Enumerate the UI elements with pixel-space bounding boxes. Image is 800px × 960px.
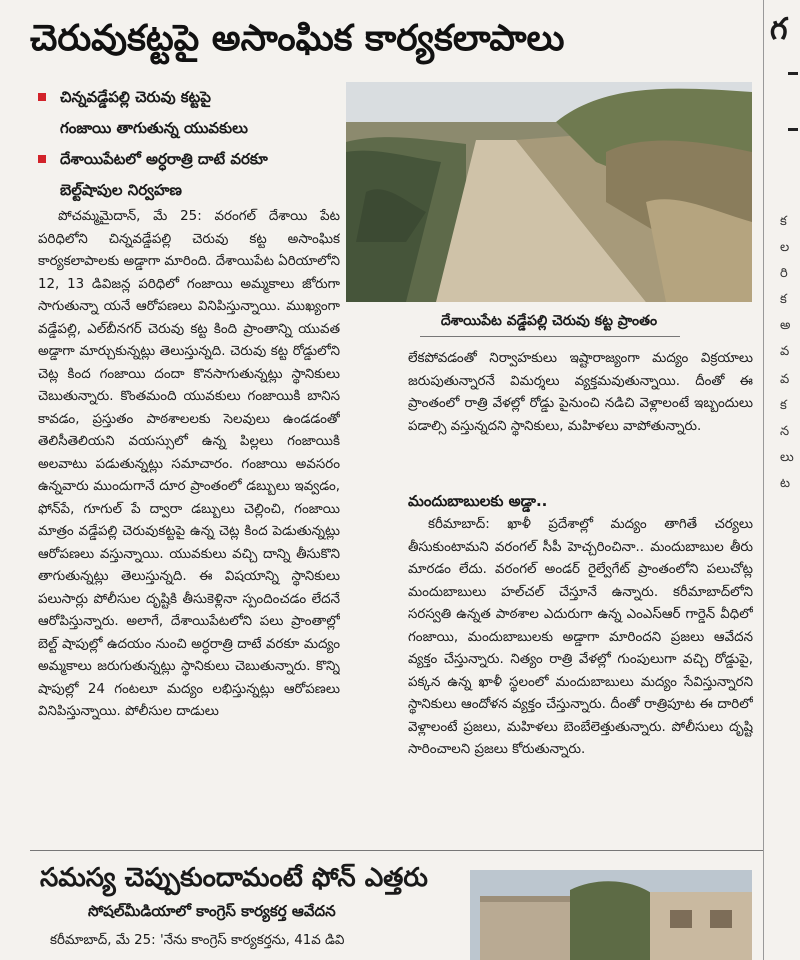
bullet-text: గంజాయి తాగుతున్న యువకులు (60, 119, 248, 137)
strip-text-fragment: రి (780, 266, 788, 281)
article-body-right-bottom: కరీమాబాద్: ఖాళీ ప్రదేశాల్లో మద్యం తాగితే చర్యలు తీసుకుంటామని వరంగల్ సీపీ హెచ్చరించినా.. మందుబాబుల తీరు మారడం లేదు. వరంగల్ అండర్ రైల్వేగేట్ ప్రాంతంలోని పలుచోట్ల మందుబాబులు హల్‌చల్ చేస్తూనే ఉన్నారు. కరీమాబాద్‌లోని సరస్వతి ఉన్నత పాఠశాల ఎదురుగా ఉన్న ఎంఎస్‌ఆర్ గార్డెన్ వీధిలో గంజాయి, మందుబాబులకు అడ్డాగా మారిందని ప్రజలు ఆవేదన వ్యక్తం చేస్తున్నారు. నిత్యం రాత్రి వేళల్లో గుంపులుగా వచ్చి రోడ్డుపై, పక్కన ఉన్న ఖాళీ స్థలంలో మందుబాబులు మద్యం సేవిస్తున్నారని స్థానికులు ఆందోళన వ్యక్తం చేస్తున్నారు. దీంతో రాత్రిపూట ఈ దారిలో వెళ్లాలంటే ప్రజలు, మహిళలు బెంబేలెత్తుతున్నారు. పోలీసులు దృష్టి సారించాలని ప్రజలు కోరుతున్నారు. (408, 517, 753, 757)
red-square-icon (38, 155, 46, 163)
photo-caption: దేశాయిపేట వడ్డేపల్లి చెరువు కట్ట ప్రాంతం (440, 313, 658, 329)
strip-text-fragment: క (780, 398, 787, 413)
building-illustration (470, 870, 752, 960)
red-square-icon (38, 93, 46, 101)
second-subheadline: సోషల్‌మీడియాలో కాంగ్రెస్ కార్యకర్త ఆవేదన (88, 902, 336, 920)
strip-text-fragment: వ (780, 372, 790, 387)
caption-underline (420, 336, 680, 337)
building-photo (470, 870, 752, 960)
strip-text-fragment: ట (780, 476, 791, 491)
bullet-item (38, 82, 338, 113)
strip-text-fragment: అ (780, 318, 791, 333)
column-divider (763, 0, 764, 960)
second-headline: సమస్య చెప్పుకుందామంటే ఫోన్ ఎత్తరు (40, 863, 428, 893)
strip-text-fragment: క (780, 214, 787, 229)
section-divider (30, 850, 763, 851)
second-article-body: కరీమాబాద్, మే 25: 'నేను కాంగ్రెస్ కార్యకర్తను, 41వ డివి (50, 933, 345, 948)
strip-text-fragment: లు (780, 450, 794, 465)
lake-bund-photo (346, 82, 752, 302)
highlight-bullets (38, 82, 338, 206)
strip-text-fragment: ల (780, 240, 790, 255)
article-body-right-top: లేకపోవడంతో నిర్వాహకులు ఇష్టారాజ్యంగా మద్యం విక్రయాలు జరుపుతున్నారనే విమర్శలు వ్యక్తమవుతున్నాయి. దీంతో ఈ ప్రాంతంలో రాత్రి వేళల్లో రోడ్డు పైనుంచి నడిచి వెళ్లాలంటే ఇబ్బందులు పడాల్సి వస్తున్నదని స్థానికులు, మహిళలు వాపోతున్నారు. (408, 351, 753, 434)
adjacent-headline-fragment: గ (770, 12, 788, 47)
bullet-text: బెల్ట్‌షాపుల నిర్వహణ (60, 181, 182, 199)
section-subhead: మందుబాబులకు అడ్డా.. (408, 492, 548, 510)
strip-dash-mark (788, 128, 798, 131)
bullet-item (38, 144, 338, 175)
adjacent-article-strip (766, 0, 800, 960)
strip-text-fragment: న (780, 424, 790, 439)
bullet-item-continued (38, 113, 338, 144)
bullet-text: దేశాయిపేటలో అర్ధరాత్రి దాటే వరకూ (60, 150, 268, 168)
lake-bund-illustration (346, 82, 752, 302)
strip-dash-mark (788, 72, 798, 75)
strip-text-fragment: వ (780, 344, 790, 359)
bullet-item-continued (38, 175, 338, 206)
main-headline: చెరువుకట్టపై అసాంఘిక కార్యకలాపాలు (30, 18, 565, 59)
bullet-text: చిన్నవడ్డేపల్లి చెరువు కట్టపై (60, 88, 211, 106)
strip-text-fragment: క (780, 292, 787, 307)
article-body-left: పోచమ్మమైదాన్, మే 25: వరంగల్ దేశాయి పేట పరిధిలోని చిన్నవడ్డేపల్లి చెరువు కట్ట అసాంఘిక కార్యకలాపాలకు అడ్డాగా మారింది. దేశాయిపేట ఏరియాలోని 12, 13 డివిజన్ల పరిధిలో గంజాయి అమ్మకాలు జోరుగా సాగుతున్నా యనే ఆరోపణలు వినిపిస్తున్నాయి. ముఖ్యంగా వడ్డేపల్లి, ఎల్‌బీనగర్ చెరువు కట్ట కింది ప్రాంతాన్ని యువత అడ్డాగా మార్చుకున్నట్లు తెలుస్తున్నది. చెరువు కట్ట రోడ్డులోని చెట్ల కింద గంజాయి దందా కొనసాగుతున్నట్లు స్థానికులు చెబుతున్నారు. కొంతమంది యువకులు గంజాయికి బానిస కావడం, ప్రస్తుతం పాఠశాలలకు సెలవులు ఉండడంతో తెలిసీతెలియని వయస్సులో ఉన్న పిల్లలు గంజాయికి అలవాటు పడుతున్నట్లు సమాచారం. గంజాయి అవసరం ఉన్నవారు ముందుగానే దూర ప్రాంతంలో డబ్బులు ఇవ్వడం, ఫోన్‌పే, గూగుల్ పే ద్వారా డబ్బులు చెల్లించి, గంజాయి మాత్రం వడ్డేపల్లి చెరువుకట్టపై ఉన్న చెట్ల కింద పెడుతున్నట్లు ఆరోపణలు వస్తున్నాయి. యువకులు వచ్చి దాన్ని తీసుకొని తాగుతున్నట్లు తెలుస్తున్నది. ఈ విషయాన్ని స్థానికులు పలుసార్లు పోలీసుల దృష్టికి తీసుకెళ్లినా స్పందించడం లేదనే ఆరోపిస్తున్నారు. అలాగే, దేశాయిపేటలోని పలు ప్రాంతాల్లో బెల్ట్ షాపుల్లో ఉదయం నుంచి అర్ధరాత్రి దాటే వరకూ మద్యం అమ్మకాలు జరుగుతున్నట్లు స్థానికులు చెబుతున్నారు. కొన్ని షాపుల్లో 24 గంటలూ మద్యం లభిస్తున్నట్లు ఆరోపణలు వినిపిస్తున్నాయి. పోలీసుల దాడులు (38, 209, 340, 719)
